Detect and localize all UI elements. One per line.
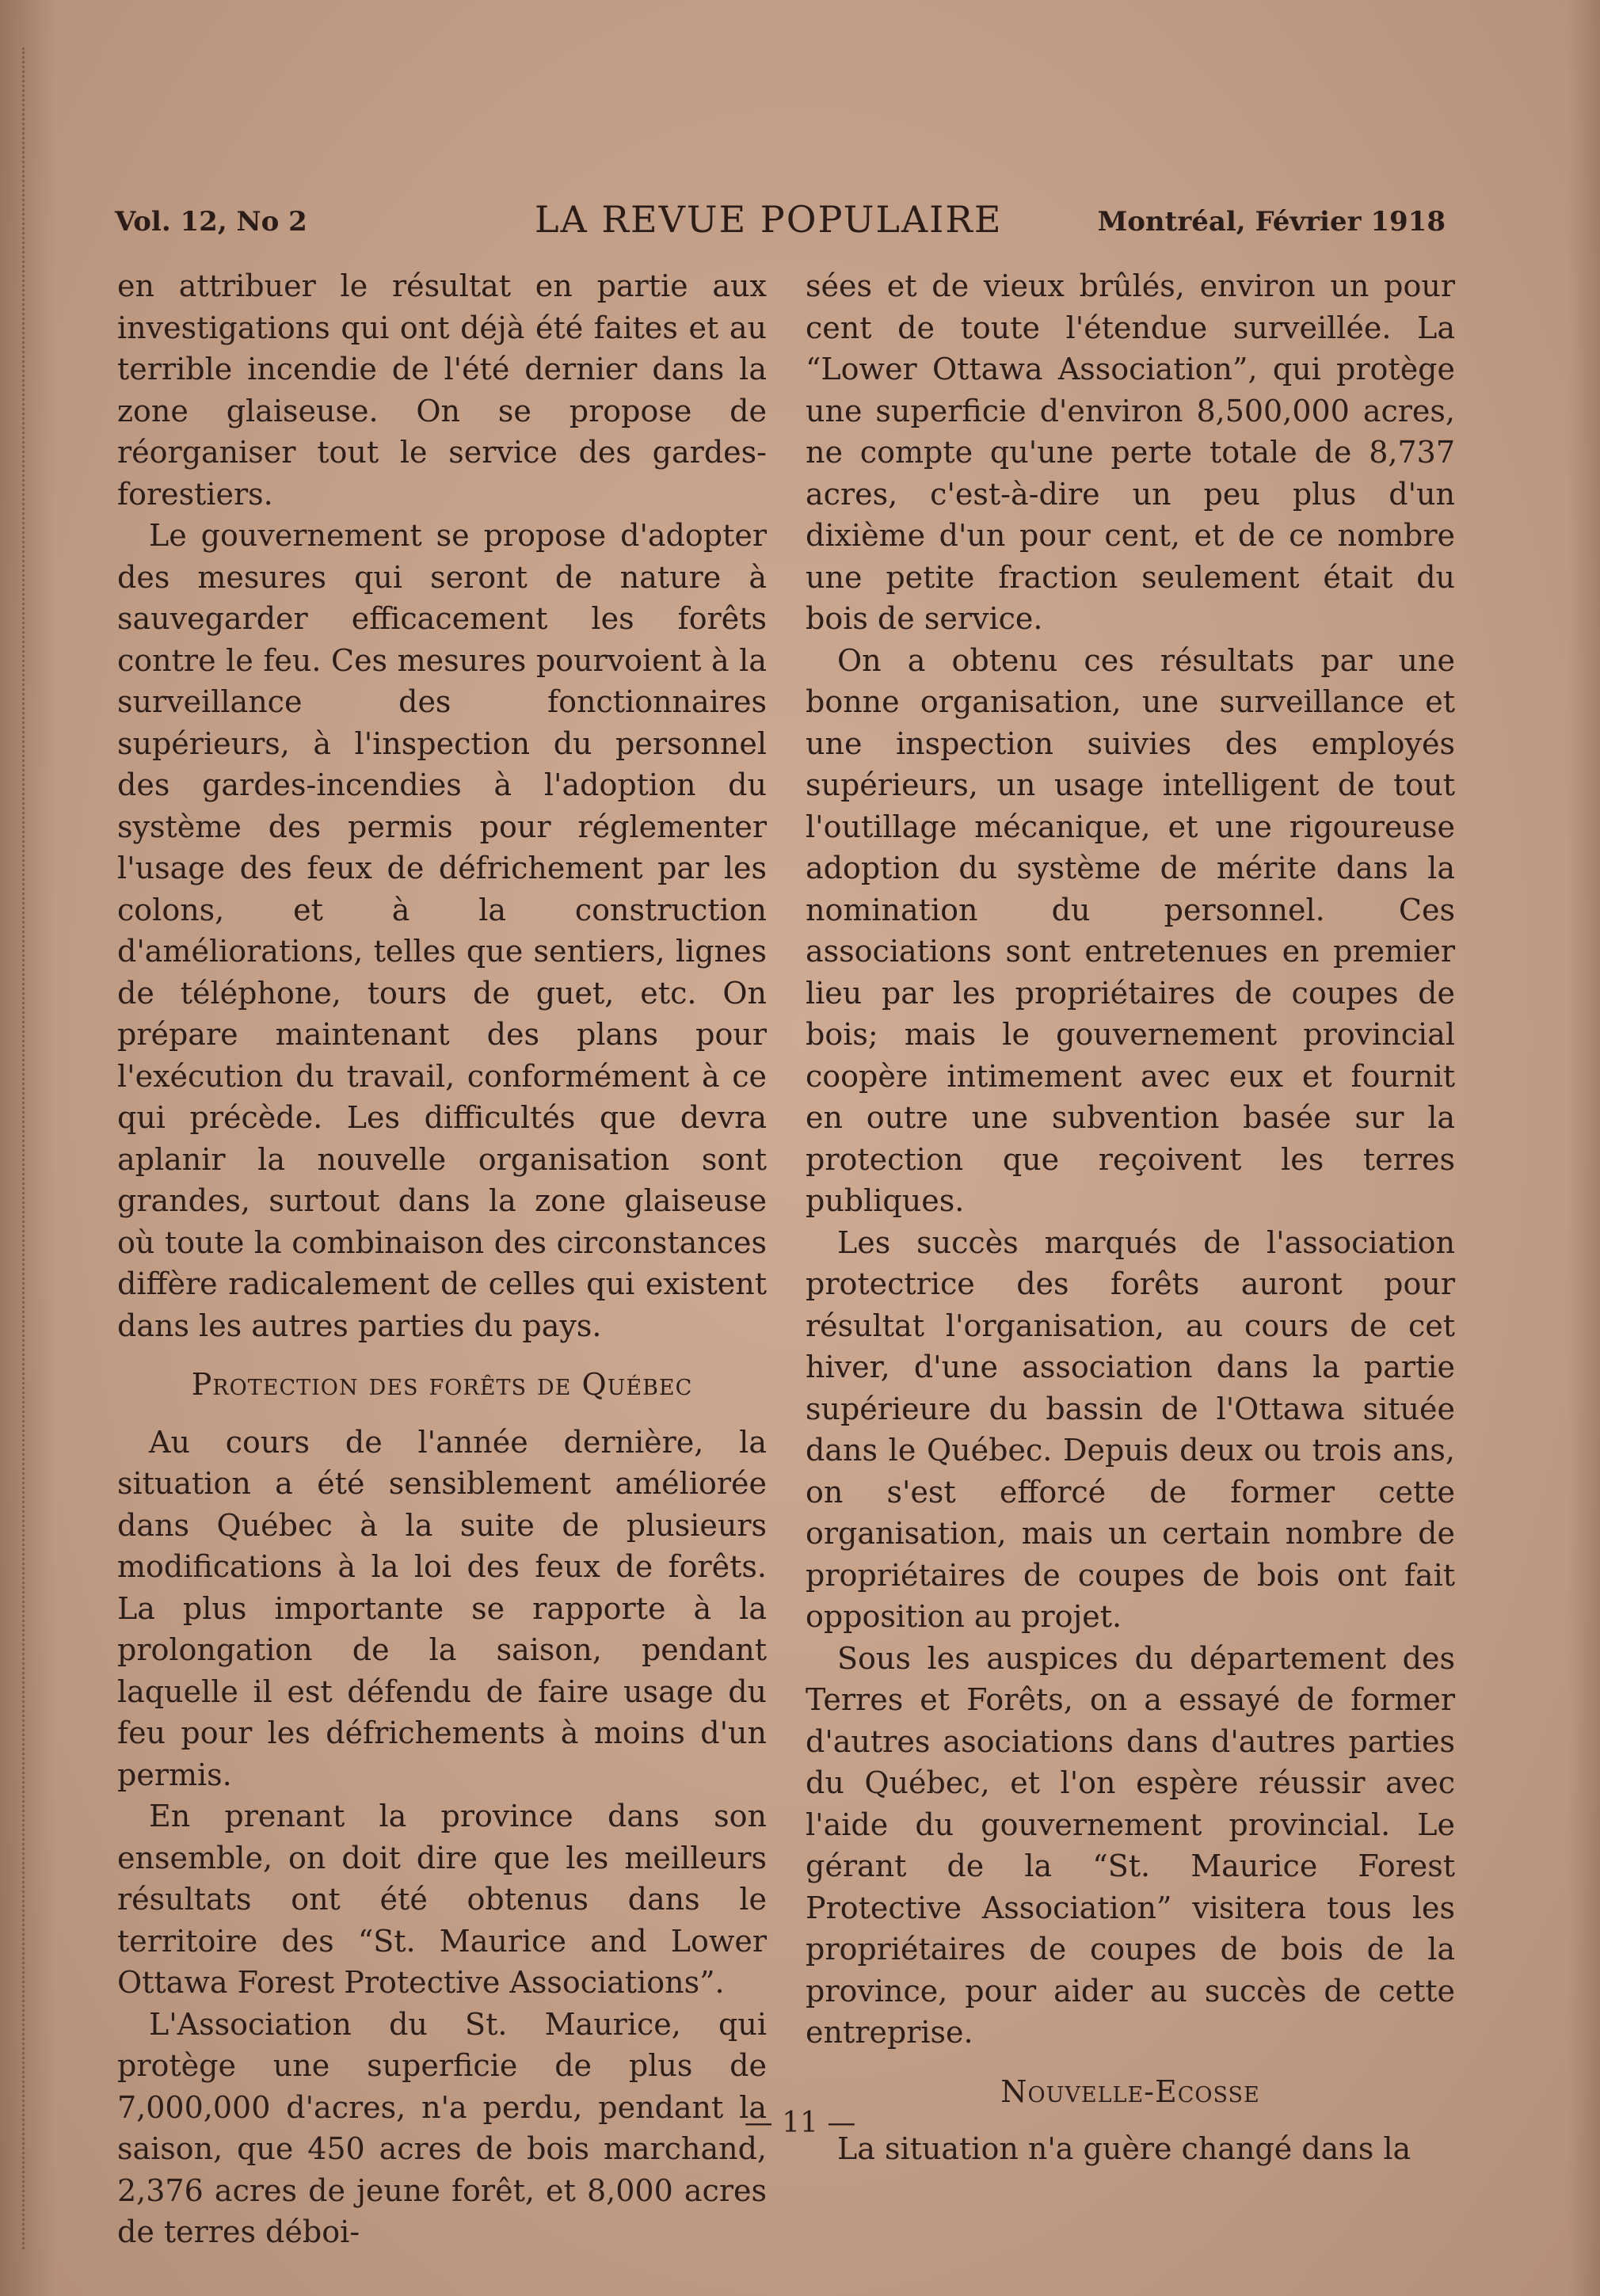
paragraph: sées et de vieux brûlés, environ un pour cent de toute l'étendue surveillée. La “Lower Ottawa Association”, qui protège une superficie d'environ 8,500,000 acres, ne compte qu'une perte totale de 8,737 acres, c'est-à-dire un peu plus d'un dixième d'un pour cent, et de ce nombre une petite fraction seulement était du bois de service.: [806, 268, 1455, 636]
paragraph: On a obtenu ces résultats par une bonne organisation, une surveillance et une inspection suivies des employés supérieurs, un usage intelligent de tout l'outillage mécanique, et une rigoureuse adoption du système de mérite dans la nomination du personnel. Ces associations sont entretenues en premier lieu par les propriétaires de coupes de bois; mais le gouvernement provincial coopère intimement avec eux et fournit en outre une subvention basée sur la protection que reçoivent les terres publiques.: [806, 642, 1455, 1218]
right-column: [806, 265, 1455, 2170]
magazine-title: LA REVUE POPULAIRE: [535, 198, 1003, 241]
left-edge-shadow: [0, 0, 55, 2296]
paragraph: en attribuer le résultat en partie aux investigations qui ont déjà été faites et au terrible incendie de l'été dernier dans la zone glaiseuse. On se propose de réorganiser tout le service des gardes-forestiers.: [117, 268, 767, 512]
paragraph: Au cours de l'année dernière, la situation a été sensiblement améliorée dans Québec à la suite de plusieurs modifications à la loi des feux de forêts. La plus importante se rapporte à la prolongation de la saison, pendant laquelle il est défendu de faire usage du feu pour les défrichements à moins d'un permis.: [117, 1424, 767, 1792]
paragraph: Les succès marqués de l'association protectrice des forêts auront pour résultat l'organisation, au cours de cet hiver, d'une association dans la partie supérieure du bassin de l'Ottawa située dans le Québec. Depuis deux ou trois ans, on s'est efforcé de former cette organisation, mais un certain nombre de propriétaires de coupes de bois ont fait opposition au projet.: [806, 1224, 1455, 1634]
page-number: — 11 —: [744, 2107, 856, 2139]
paragraph: Sous les auspices du département des Terres et Forêts, on a essayé de former d'autres asociations dans d'autres parties du Québec, et l'on espère réussir avec l'aide du gouvernement provincial. Le gérant de la “St. Maurice Forest Protective Association” visitera tous les propriétaires de coupes de bois de la province, pour aider au succès de cette entreprise.: [806, 1640, 1455, 2050]
left-column: [117, 265, 767, 2253]
paragraph: En prenant la province dans son ensemble, on doit dire que les meilleurs résultats ont été obtenus dans le territoire des “St. Maurice and Lower Ottawa Forest Protective Associations”.: [117, 1799, 767, 2000]
section-heading: Protection des forêts de Québec: [191, 1367, 693, 1402]
running-header: [115, 198, 1446, 246]
issue-date: Montréal, Février 1918: [1097, 206, 1446, 238]
volume-number: Vol. 12, No 2: [115, 206, 307, 238]
binding-holes: [22, 48, 28, 2249]
paragraph: Le gouvernement se propose d'adopter des mesures qui seront de nature à sauvegarder efficacement les forêts contre le feu. Ces mesures pourvoient à la surveillance des fonctionnaires supérieurs, à l'inspection du personnel des gardes-incendies à l'adoption du système des permis pour réglementer l'usage des feux de défrichement par les colons, et à la construction d'améliorations, telles que sentiers, lignes de téléphone, tours de guet, etc. On prépare maintenant des plans pour l'exécution du travail, conformément à ce qui précède. Les difficultés que devra aplanir la nouvelle organisation sont grandes, surtout dans la zone glaiseuse où toute la combinaison des circonstances diffère radicalement de celles qui existent dans les autres parties du pays.: [117, 518, 767, 1343]
section-heading: Nouvelle-Ecosse: [1000, 2073, 1260, 2109]
right-edge-shadow: [1568, 0, 1600, 2296]
paragraph: La situation n'a guère changé dans la: [837, 2131, 1411, 2166]
paragraph: L'Association du St. Maurice, qui protège une superficie de plus de 7,000,000 d'acres, n'a perdu, pendant la saison, que 450 acres de bois marchand, 2,376 acres de jeune forêt, et 8,000 acres de terres déboi-: [117, 2006, 767, 2249]
